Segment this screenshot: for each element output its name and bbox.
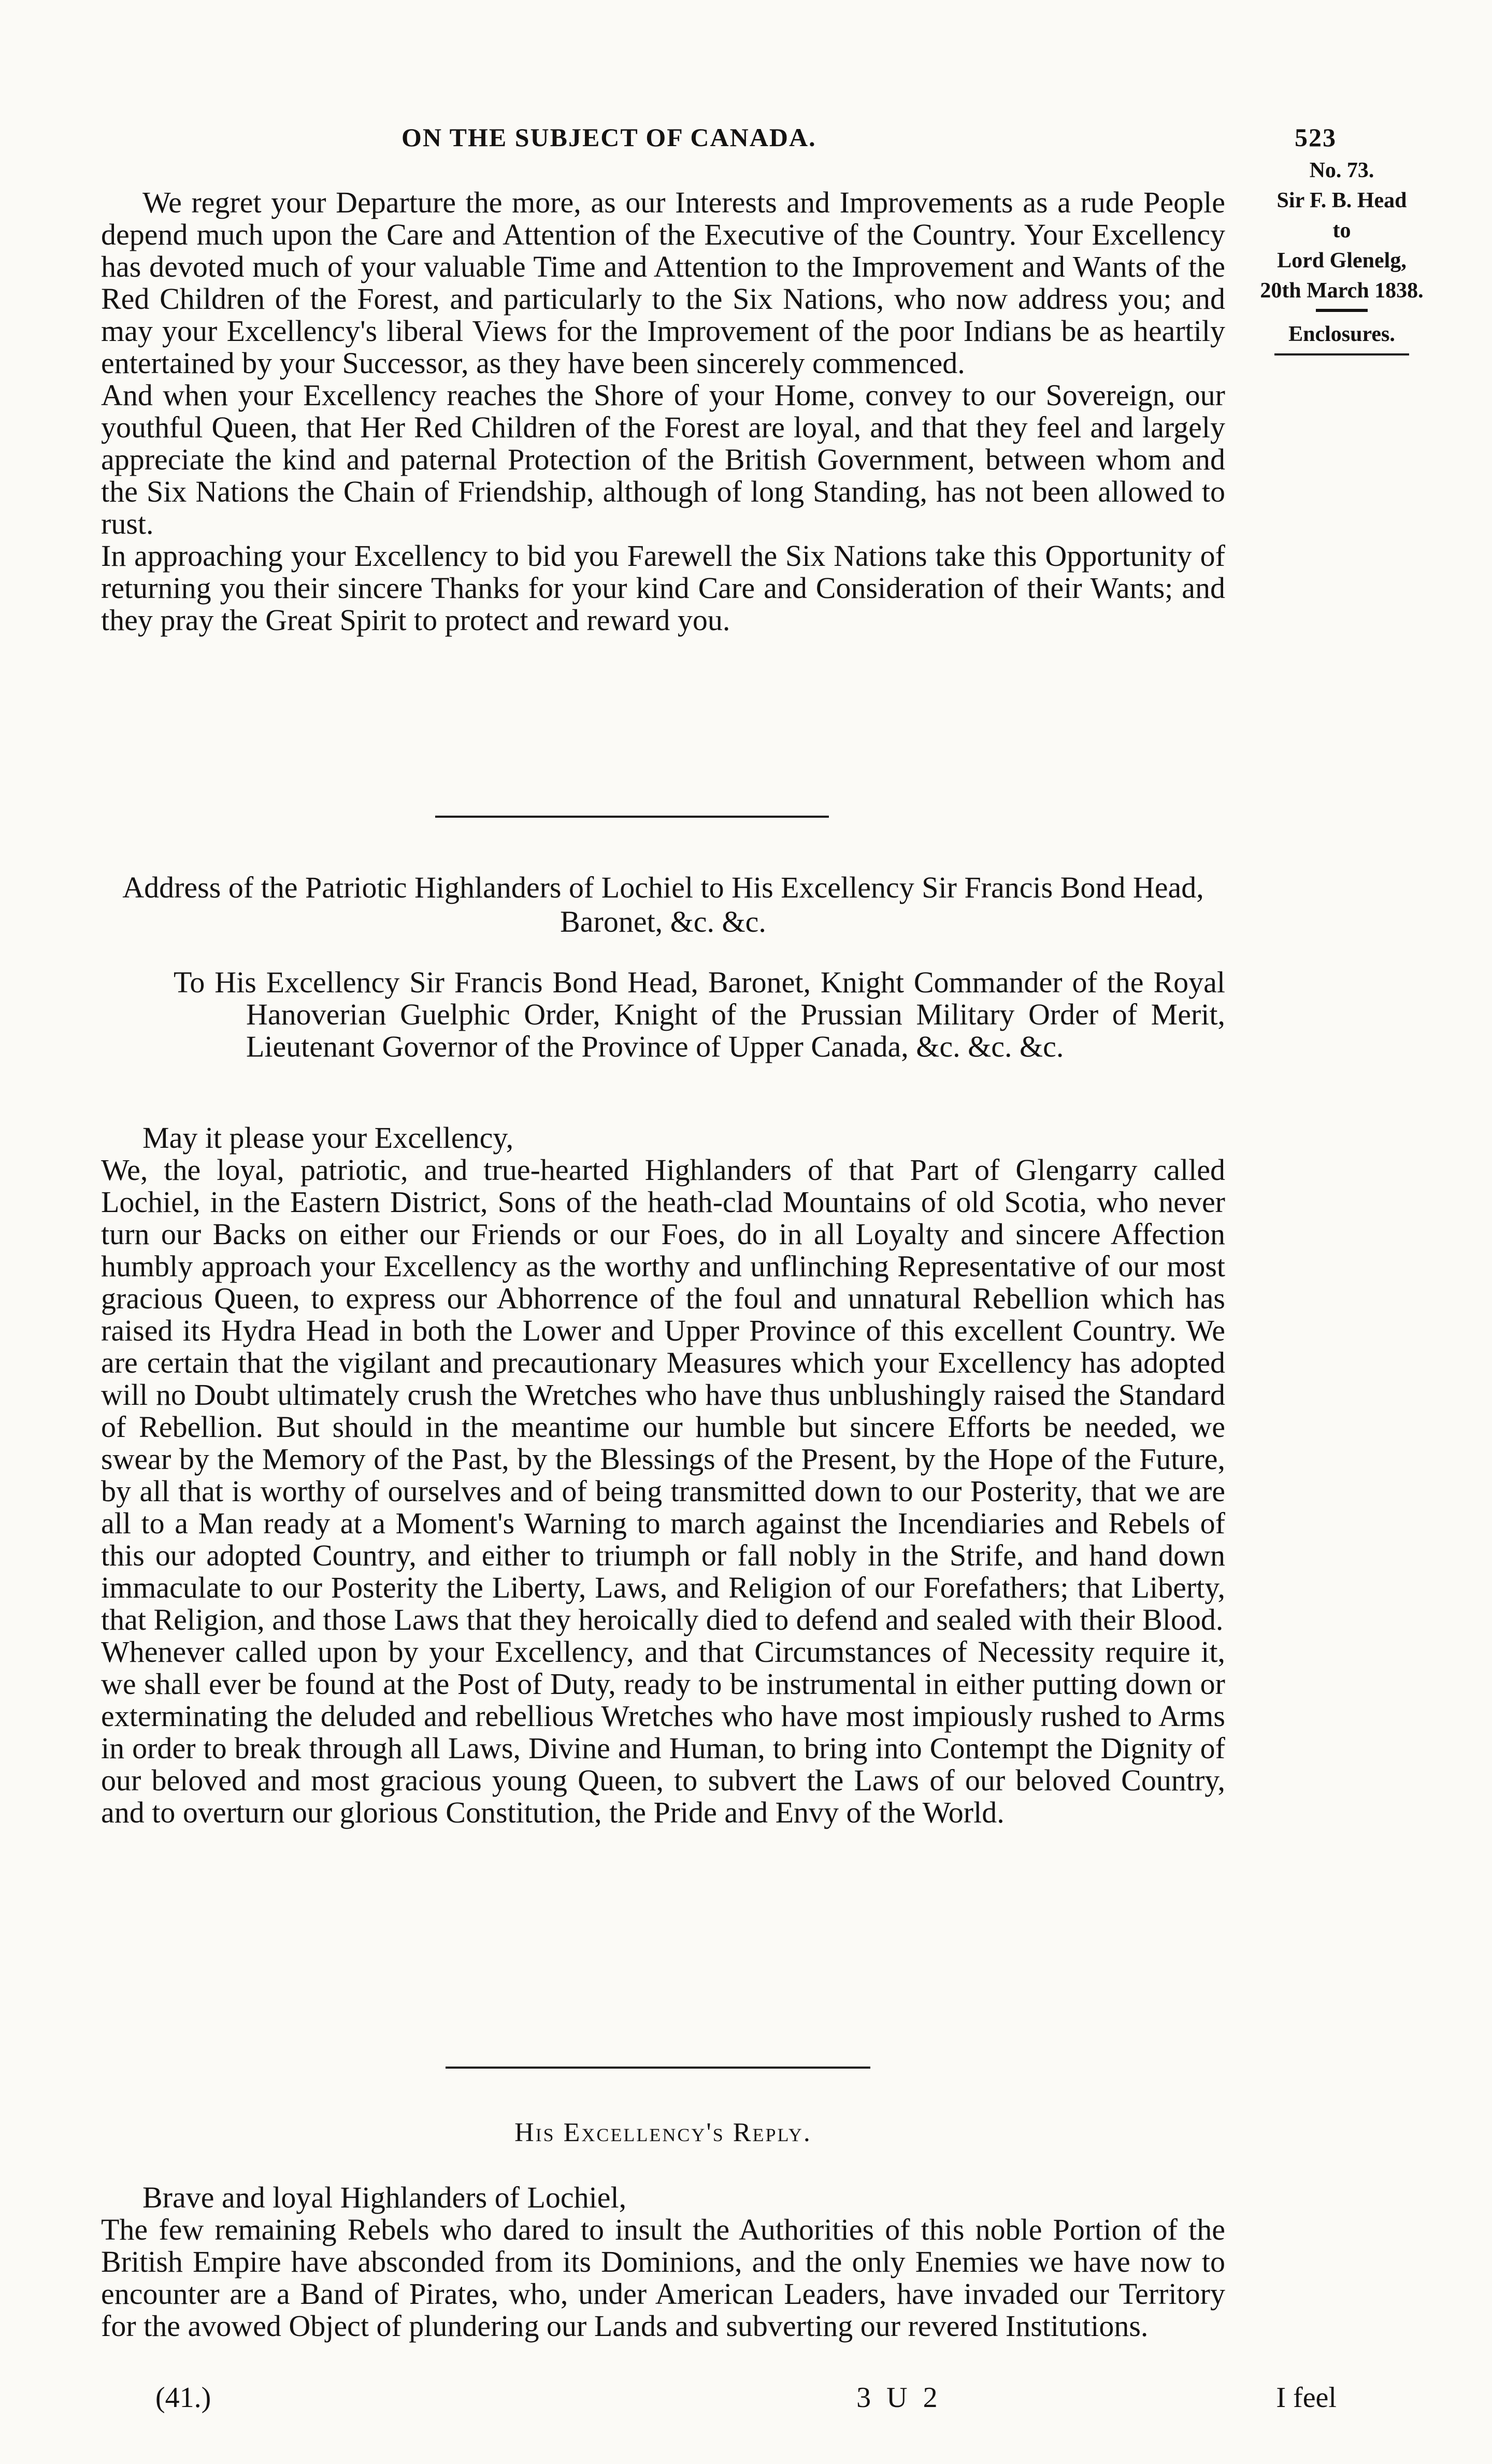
paragraph: The few remaining Rebels who dared to insult the Authorities of this noble Portion of the British Empire have absconded from its Dominions, and the only Enemies we have now to encounter are a Band of Pirates, who, under American Leaders, have invaded our Territory for the avowed Object of plundering our Lands and subverting our revered Institutions. bbox=[101, 2213, 1225, 2343]
despatch-to-word: to bbox=[1332, 219, 1351, 243]
enclosures-label: Enclosures. bbox=[1288, 322, 1395, 346]
page-number: 523 bbox=[1295, 123, 1337, 152]
reply-title: His Excellency's Reply. bbox=[514, 2118, 812, 2147]
address-title: Address of the Patriotic Highlanders of Lochiel to His Excellency Sir Francis Bond Head, Baronet, &c. &c. bbox=[122, 871, 1204, 938]
reply-text bbox=[101, 2182, 1225, 2342]
paragraph: And when your Excellency reaches the Shore of your Home, convey to our Sovereign, our youthful Queen, that Her Red Children of the Forest are loyal, and that they feel and largely appreciate the kind and paternal Protection of the British Government, between whom and the Six Nations the Chain of Friendship, although of long Standing, has not been allowed to rust. bbox=[101, 378, 1225, 540]
margin-note bbox=[1254, 155, 1430, 355]
six-nations-address-text bbox=[101, 187, 1225, 636]
despatch-to: Lord Glenelg, bbox=[1277, 249, 1407, 273]
paragraph: We regret your Departure the more, as our Interests and Improvements as a rude People depend much upon the Care and Attention of the Executive of the Country. Your Excellency has devoted much of your valuable Time and Attention to the Improvement and Wants of the Red Children of the Forest, and particularly to the Six Nations, who now address you; and may your Excellency's liberal Views for the Improvement of the poor Indians be as heartily entertained by your Successor, as they have been sincerely commenced. bbox=[101, 186, 1225, 380]
margin-rule bbox=[1316, 309, 1368, 312]
address-salutation: To His Excellency Sir Francis Bond Head, Baronet, Knight Commander of the Royal Hanoverian Guelphic Order, Knight of the Prussian Military Order of Merit, Lieutenant Governor of the Province of Upper Canada, &c. &c. &c. bbox=[174, 965, 1225, 1063]
section-divider bbox=[446, 2067, 870, 2069]
enclosures-rule bbox=[1274, 353, 1409, 355]
despatch-from: Sir F. B. Head bbox=[1276, 189, 1407, 212]
page-footer bbox=[155, 2380, 1337, 2416]
section-divider bbox=[435, 816, 829, 818]
running-head-title: ON THE SUBJECT OF CANADA. bbox=[401, 123, 816, 152]
paragraph: Whenever called upon by your Excellency, and that Circumstances of Necessity require it, we shall ever be found at the Post of Duty, ready to be instrumental in either putting down or exterminating the deluded and rebellious Wretches who have most impiously rushed to Arms in order to break through all Laws, Divine and Human, to bring into Contempt the Dignity of our beloved and most gracious young Queen, to subvert the Laws of our beloved Country, and to overturn our glorious Constitution, the Pride and Envy of the World. bbox=[101, 1635, 1225, 1829]
despatch-date: 20th March 1838. bbox=[1260, 279, 1424, 303]
reply-greeting: Brave and loyal Highlanders of Lochiel, bbox=[142, 2181, 627, 2214]
despatch-number: No. 73. bbox=[1309, 159, 1374, 182]
running-head bbox=[104, 117, 1337, 158]
footer-number: (41.) bbox=[155, 2382, 211, 2414]
paragraph: In approaching your Excellency to bid you Farewell the Six Nations take this Opportunity of returning you their sincere Thanks for your kind Care and Consideration of their Wants; and they pray the Great Spirit to protect and reward you. bbox=[101, 539, 1225, 637]
catchword: I feel bbox=[1276, 2382, 1337, 2414]
paragraph: We, the loyal, patriotic, and true-hearted Highlanders of that Part of Glengarry called Lochiel, in the Eastern District, Sons of the heath-clad Mountains of old Scotia, who never turn our Backs on either our Friends or our Foes, do in all Loyalty and sincere Affection humbly approach your Excellency as the worthy and unflinching Representative of our most gracious Queen, to express our Abhorrence of the foul and unnatural Rebellion which has raised its Hydra Head in both the Lower and Upper Province of this excellent Country. We are certain that the vigilant and precautionary Measures which your Excellency has adopted will no Doubt ultimately crush the Wretches who have thus unblushingly raised the Standard of Rebellion. But should in the meantime our humble but sincere Efforts be needed, we swear by the Memory of the Past, by the Blessings of the Present, by the Hope of the Future, by all that is worthy of ourselves and of being transmitted down to our Posterity, that we are all to a Man ready at a Moment's Warning to march against the Incendiaries and Rebels of this our adopted Country, and either to triumph or fall nobly in the Strife, and hand down immaculate to our Posterity the Liberty, Laws, and Religion of our Forefathers; that Liberty, that Religion, and those Laws that they heroically died to defend and sealed with their Blood. bbox=[101, 1153, 1225, 1636]
highlanders-address-text bbox=[101, 1122, 1225, 1829]
address-greeting: May it please your Excellency, bbox=[142, 1121, 514, 1155]
signature-mark: 3 U 2 bbox=[856, 2382, 942, 2414]
